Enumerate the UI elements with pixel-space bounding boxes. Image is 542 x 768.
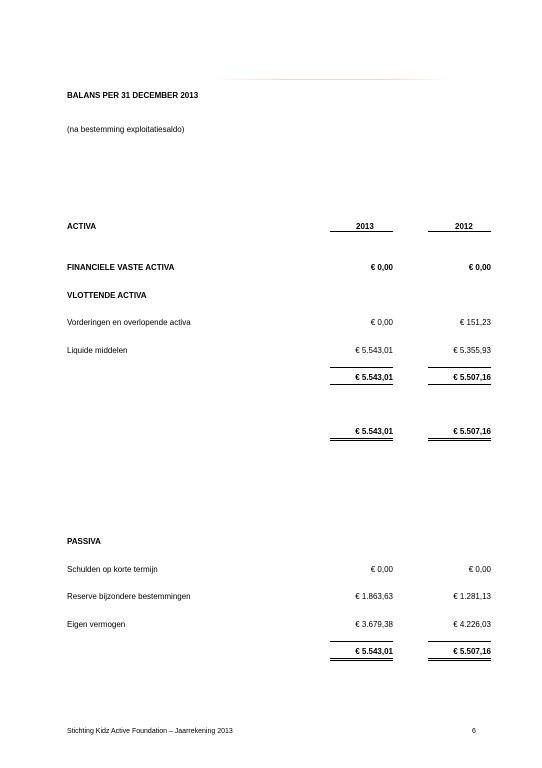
subtotal-2012: € 5.507,16	[453, 373, 491, 382]
value-2012: € 1.281,13	[453, 592, 491, 601]
header-rule	[215, 79, 452, 80]
row-label-vlottende-activa: VLOTTENDE ACTIVA	[67, 291, 147, 300]
row-label-financiele-vaste-activa: FINANCIELE VASTE ACTIVA	[67, 263, 175, 272]
value-2012: € 0,00	[468, 565, 491, 574]
page-number: 6	[472, 728, 476, 735]
activa-heading: ACTIVA	[67, 222, 97, 231]
year-2012-header: 2012	[455, 222, 473, 231]
value-2012: € 5.355,93	[453, 346, 491, 355]
activa-total-double-rule-2012-b	[428, 440, 491, 441]
subtotal-2013: € 5.543,01	[355, 373, 393, 382]
value-2012: € 0,00	[468, 263, 491, 272]
row-label-schulden: Schulden op korte termijn	[67, 565, 158, 574]
page-title: BALANS PER 31 DECEMBER 2013	[67, 91, 199, 100]
subtotal-underline-2012	[428, 384, 491, 385]
value-2012: € 151,23	[459, 318, 491, 327]
activa-total-double-rule-2012	[428, 438, 491, 439]
passiva-heading: PASSIVA	[67, 537, 101, 546]
value-2013: € 5.543,01	[355, 346, 393, 355]
footer-text: Stichting Kidz Active Foundation – Jaarrekening 2013	[67, 728, 233, 735]
passiva-total-double-rule-2012	[428, 658, 491, 659]
value-2013: € 1.863,63	[355, 592, 393, 601]
activa-total-2013: € 5.543,01	[355, 427, 393, 436]
passiva-total-double-rule-2013-b	[330, 660, 393, 661]
value-2012: € 4.226,03	[453, 620, 491, 629]
row-label-eigen-vermogen: Eigen vermogen	[67, 620, 126, 629]
row-label-vorderingen: Vorderingen en overlopende activa	[67, 318, 191, 327]
year-2013-underline	[330, 231, 393, 232]
passiva-total-rule-2012	[428, 641, 491, 642]
row-label-reserve: Reserve bijzondere bestemmingen	[67, 592, 191, 601]
passiva-total-2013: € 5.543,01	[355, 647, 393, 656]
passiva-total-rule-2013	[330, 641, 393, 642]
activa-total-double-rule-2013-b	[330, 440, 393, 441]
row-label-liquide-middelen: Liquide middelen	[67, 346, 128, 355]
value-2013: € 0,00	[370, 318, 393, 327]
subtotal-rule-2012	[428, 367, 491, 368]
year-2013-header: 2013	[356, 222, 374, 231]
activa-total-2012: € 5.507,16	[453, 427, 491, 436]
subtotal-rule-2013	[330, 367, 393, 368]
value-2013: € 3.679,38	[355, 620, 393, 629]
year-2012-underline	[428, 231, 491, 232]
value-2013: € 0,00	[370, 565, 393, 574]
passiva-total-double-rule-2013	[330, 658, 393, 659]
passiva-total-double-rule-2012-b	[428, 660, 491, 661]
subtotal-underline-2013	[330, 384, 393, 385]
activa-total-double-rule-2013	[330, 438, 393, 439]
passiva-total-2012: € 5.507,16	[453, 647, 491, 656]
page-subtitle: (na bestemming exploitatiesaldo)	[67, 125, 185, 134]
value-2013: € 0,00	[370, 263, 393, 272]
